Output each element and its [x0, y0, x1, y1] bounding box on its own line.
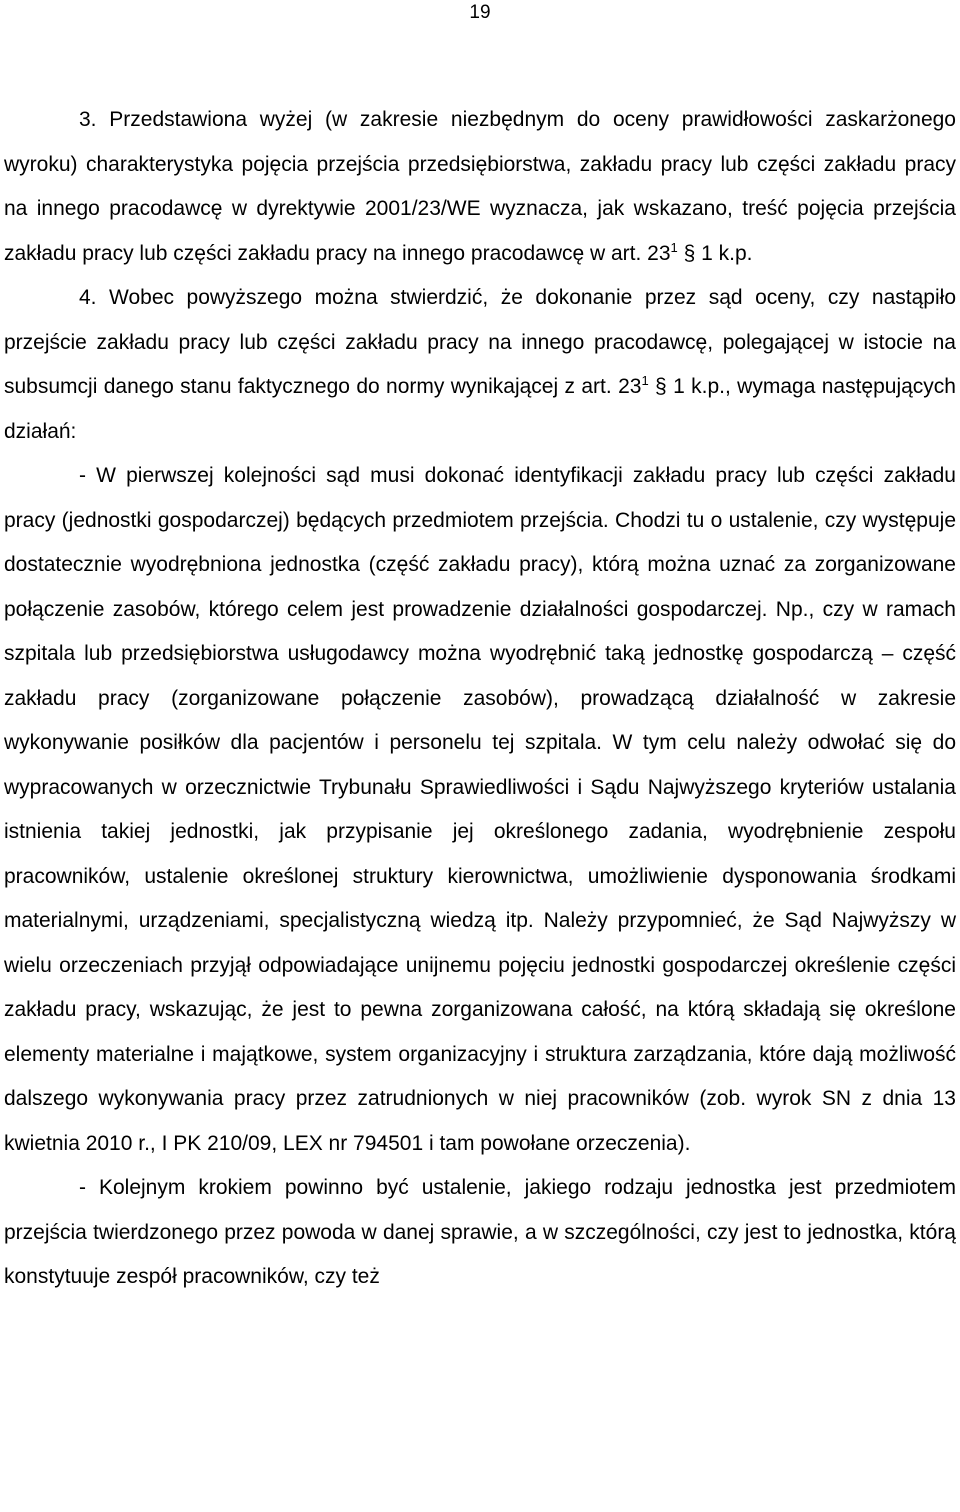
- paragraph-3-text: 3. Przedstawiona wyżej (w zakresie niezbędnym do oceny prawidłowości zaskarżonego wyroku) charakterystyka pojęcia przejścia przedsiębiorstwa, zakładu pracy lub części zakładu pracy na innego pracodawcę w dyrektywie 2001/23/WE wyznacza, jak wskazano, treść pojęcia przejścia zakładu pracy lub części zakładu pracy na innego pracodawcę w art. 23: [4, 108, 956, 265]
- superscript: 1: [670, 239, 678, 255]
- paragraph-3: [4, 98, 956, 276]
- paragraph-4-tail: § 1 k.p., wymaga następujących działań:: [4, 375, 956, 443]
- paragraph-6: - Kolejnym krokiem powinno być ustalenie, jakiego rodzaju jednostka jest przedmiotem przejścia twierdzonego przez powoda w danej sprawie, a w szczególności, czy jest to jednostka, którą konstytuuje zespół pracowników, czy też: [4, 1176, 956, 1288]
- paragraph-5: - W pierwszej kolejności sąd musi dokonać identyfikacji zakładu pracy lub części zakładu pracy (jednostki gospodarczej) będących przedmiotem przejścia. Chodzi tu o ustalenie, czy występuje dostatecznie wyodrębniona jednostka (część zakładu pracy), którą można uznać za zorganizowane połączenie zasobów, którego celem jest prowadzenie działalności gospodarczej. Np., czy w ramach szpitala lub przedsiębiorstwa usługodawcy można wyodrębnić taką jednostkę gospodarczą – część zakładu pracy (zorganizowane połączenie zasobów), prowadzącą działalność w zakresie wykonywanie posiłków dla pacjentów i personelu tej szpitala. W tym celu należy odwołać się do wypracowanych w orzecznictwie Trybunału Sprawiedliwości i Sądu Najwyższego kryteriów ustalania istnienia takiej jednostki, jak przypisanie jej określonego zadania, wyodrębnienie zespołu pracowników, ustalenie określonej struktury kierownictwa, umożliwienie dysponowania środkami materialnymi, urządzeniami, specjalistyczną wiedzą itp. Należy przypomnieć, że Sąd Najwyższy w wielu orzeczeniach przyjął odpowiadające unijnemu pojęciu jednostki gospodarczej określenie części zakładu pracy, wskazując, że jest to pewna zorganizowana całość, na którą składają się określone elementy materialne i majątkowe, system organizacyjny i struktura zarządzania, które dają możliwość dalszego wykonywania pracy przez zatrudnionych w niej pracowników (zob. wyrok SN z dnia 13 kwietnia 2010 r., I PK 210/09, LEX nr 794501 i tam powołane orzeczenia).: [4, 464, 956, 1155]
- paragraph-4: [4, 276, 956, 454]
- document-body: [4, 98, 956, 1300]
- superscript: 1: [641, 373, 649, 388]
- paragraph-4-text: 4. Wobec powyższego można stwierdzić, że dokonanie przez sąd oceny, czy nastąpiło przejście zakładu pracy lub części zakładu pracy na innego pracodawcę, polegającej w istocie na subsumcji danego stanu faktycznego do normy wynikającej z art. 23: [4, 286, 956, 398]
- page-number: 19: [469, 2, 491, 23]
- paragraph-3-tail: § 1 k.p.: [677, 241, 753, 265]
